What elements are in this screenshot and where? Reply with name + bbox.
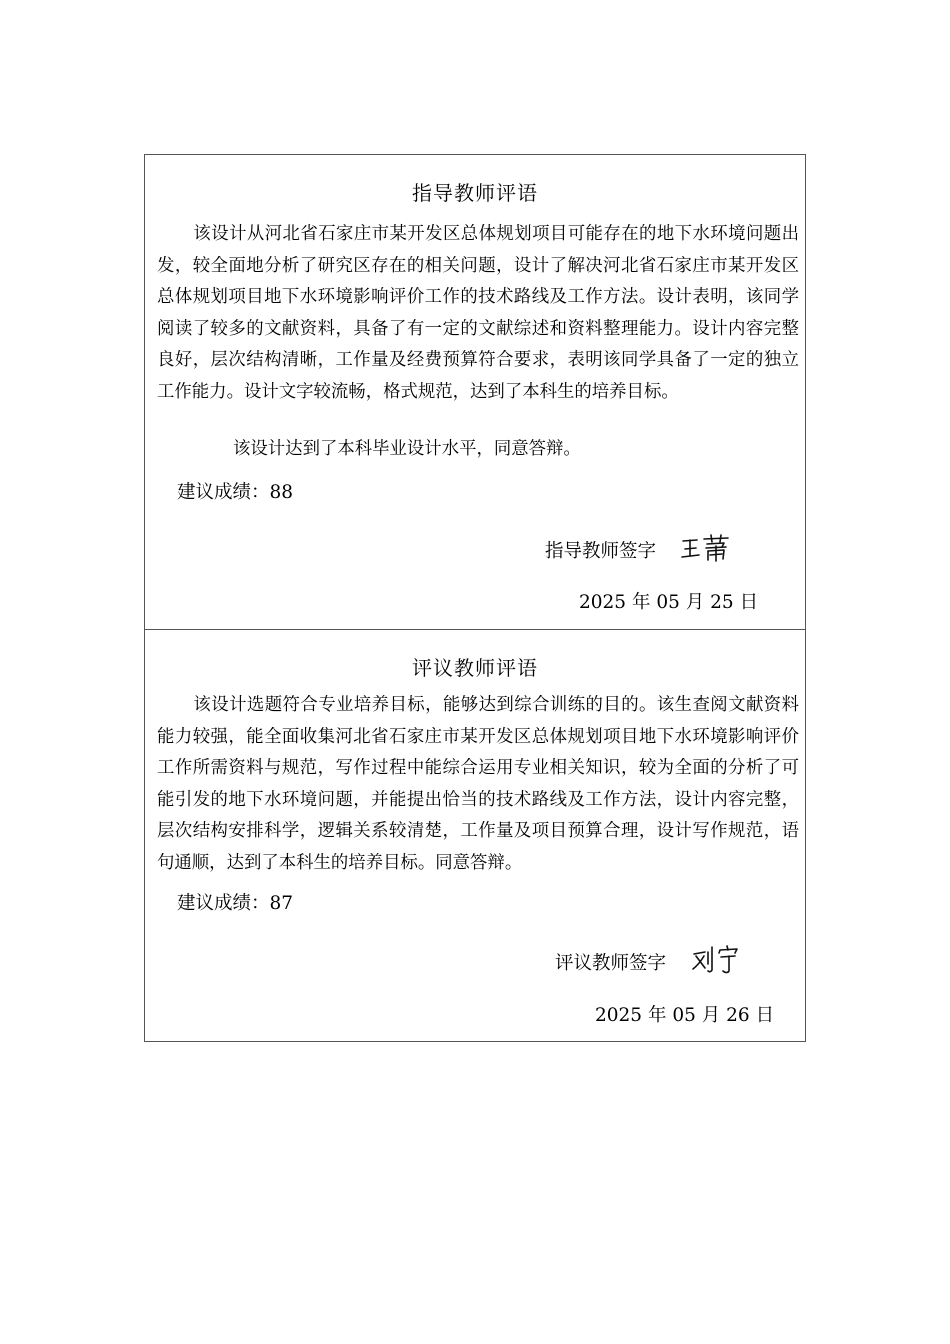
reviewer-comment-paragraph: 该设计选题符合专业培养目标，能够达到综合训练的目的。该生查阅文献资料能力较强，能全面收集河北省石家庄市某开发区总体规划项目地下水环境影响评价工作所需资料与规范，写作过程中能综合运用专业相关知识，较为全面的分析了可能引发的地下水环境问题，并能提出恰当的技术路线及工作方法，设计内容完整，层次结构安排科学，逻辑关系较清楚，工作量及项目预算合理，设计写作规范，语句通顺，达到了本科生的培养目标。同意答辩。 [157,695,799,873]
supervisor-grade-value: 88 [269,482,294,503]
reviewer-grade-value: 87 [269,893,294,914]
supervisor-date: 2025 年 05 月 25 日 [579,592,759,613]
supervisor-comment-title: 指导教师评语 [412,181,538,205]
reviewer-grade-label: 建议成绩： [177,893,270,914]
reviewer-signature-handwriting [690,944,742,976]
reviewer-sign-row [555,944,742,983]
supervisor-comment-text [157,219,799,408]
evaluation-form [144,154,806,1042]
supervisor-signature-handwriting [680,533,734,563]
supervisor-grade [177,481,293,505]
reviewer-comment-text [157,690,799,879]
supervisor-comment-section [145,155,805,629]
supervisor-conclusion: 该设计达到了本科毕业设计水平，同意答辩。 [233,439,581,459]
reviewer-date: 2025 年 05 月 26 日 [595,1005,775,1026]
supervisor-comment-paragraph: 该设计从河北省石家庄市某开发区总体规划项目可能存在的地下水环境问题出发，较全面地分析了研究区存在的相关问题，设计了解决河北省石家庄市某开发区总体规划项目地下水环境影响评价工作的技术路线及工作方法。设计表明，该同学阅读了较多的文献资料，具备了有一定的文献综述和资料整理能力。设计内容完整良好，层次结构清晰，工作量及经费预算符合要求，表明该同学具备了一定的独立工作能力。设计文字较流畅，格式规范，达到了本科生的培养目标。 [157,224,799,402]
supervisor-grade-label: 建议成绩： [177,482,270,503]
reviewer-comment-section [145,629,805,1041]
supervisor-sign-row [545,533,734,570]
supervisor-signature [680,533,734,570]
reviewer-sign-label: 评议教师签字 [555,952,667,974]
reviewer-comment-title: 评议教师评语 [412,656,538,680]
reviewer-grade [177,892,293,916]
supervisor-sign-label: 指导教师签字 [545,540,657,562]
reviewer-signature [690,944,742,983]
